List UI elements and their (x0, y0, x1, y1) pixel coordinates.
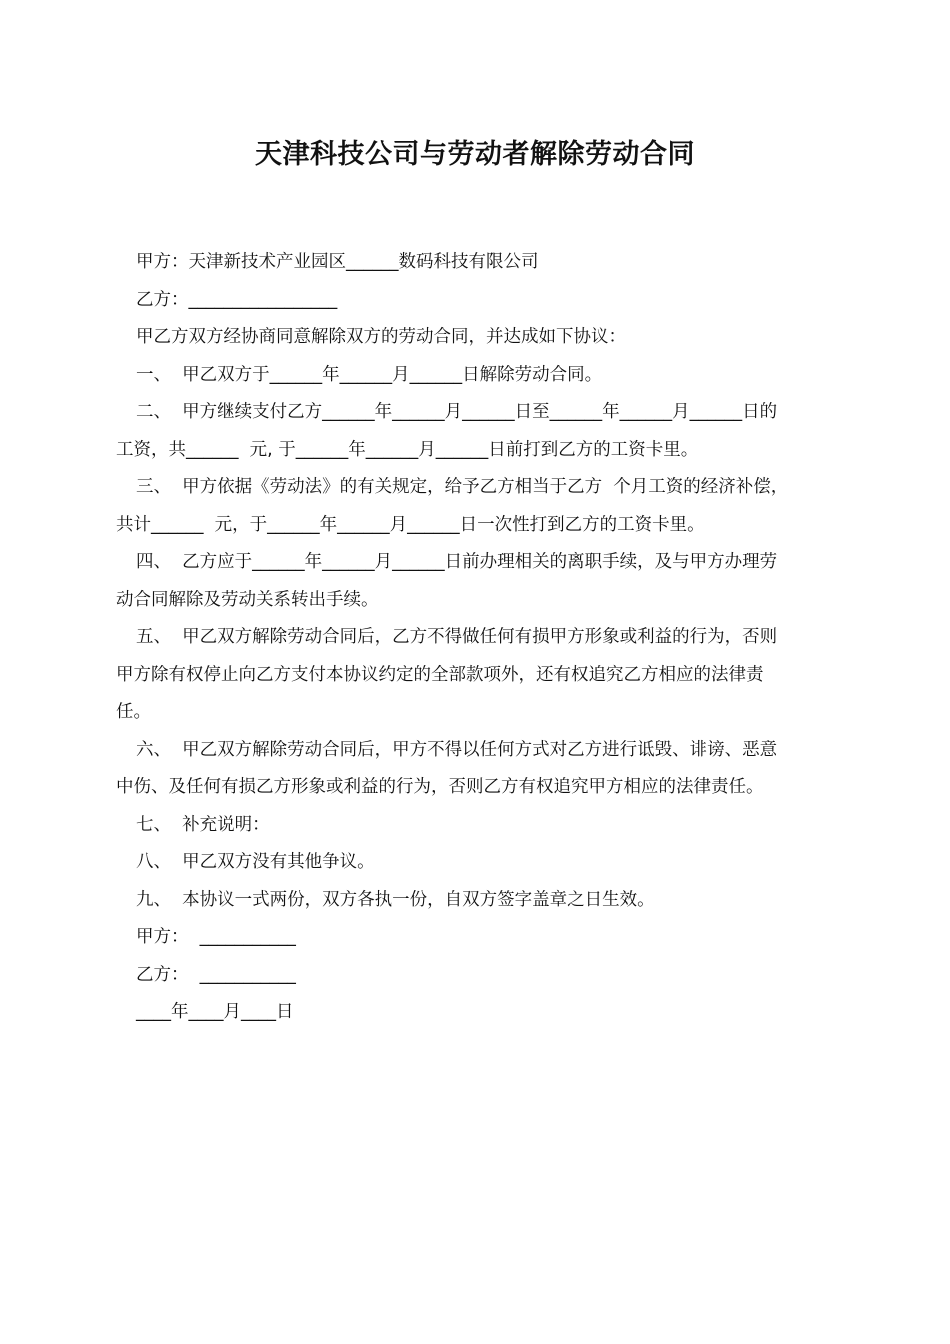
document-line: 乙方： ___________ (136, 964, 296, 985)
document-line: ____年____月____日 (136, 1002, 294, 1022)
document-line: 八、 甲乙双方没有其他争议。 (136, 852, 375, 872)
document-line: 一、 甲乙双方于______年______月______日解除劳动合同。 (136, 364, 603, 385)
document-line: 甲方： ___________ (136, 927, 296, 947)
document-line: 三、 甲方依据《劳动法》的有关规定，给予乙方相当于乙方 个月工资的经济补偿， (136, 477, 789, 497)
document-line: 五、 甲乙双方解除劳动合同后，乙方不得做任何有损甲方形象或利益的行为，否则 (136, 627, 778, 647)
document-line: 动合同解除及劳动关系转出手续。 (116, 589, 379, 610)
document-line: 甲方除有权停止向乙方支付本协议约定的全部款项外，还有权追究乙方相应的法律责 (116, 664, 764, 685)
document-line: 甲方：天津新技术产业园区______数码科技有限公司 (136, 252, 539, 272)
document-line: 甲乙方双方经协商同意解除双方的劳动合同，并达成如下协议： (136, 327, 626, 347)
document-body (116, 244, 836, 1032)
document-line: 九、 本协议一式两份，双方各执一份，自双方签字盖章之日生效。 (136, 889, 655, 910)
document-line: 二、 甲方继续支付乙方______年______月______日至______年______月______日的 (136, 402, 778, 422)
document-line: 四、 乙方应于______年______月______日前办理相关的离职手续，及与甲方办理劳 (136, 552, 778, 572)
document-title: 天津科技公司与劳动者解除劳动合同 (255, 139, 695, 170)
document-line: 乙方：_________________ (136, 289, 338, 310)
document-line: 共计______ 元，于______年______月______日一次性打到乙方的工资卡里。 (116, 514, 705, 535)
document-line: 工资，共______ 元, 于______年______月______日前打到乙方的工资卡里。 (116, 439, 699, 460)
document-line: 六、 甲乙双方解除劳动合同后，甲方不得以任何方式对乙方进行诋毁、诽谤、恶意 (136, 739, 778, 760)
document-line: 七、 补充说明： (136, 814, 270, 835)
document-line: 任。 (116, 702, 151, 722)
document-line: 中伤、及任何有损乙方形象或利益的行为，否则乙方有权追究甲方相应的法律责任。 (116, 777, 764, 797)
